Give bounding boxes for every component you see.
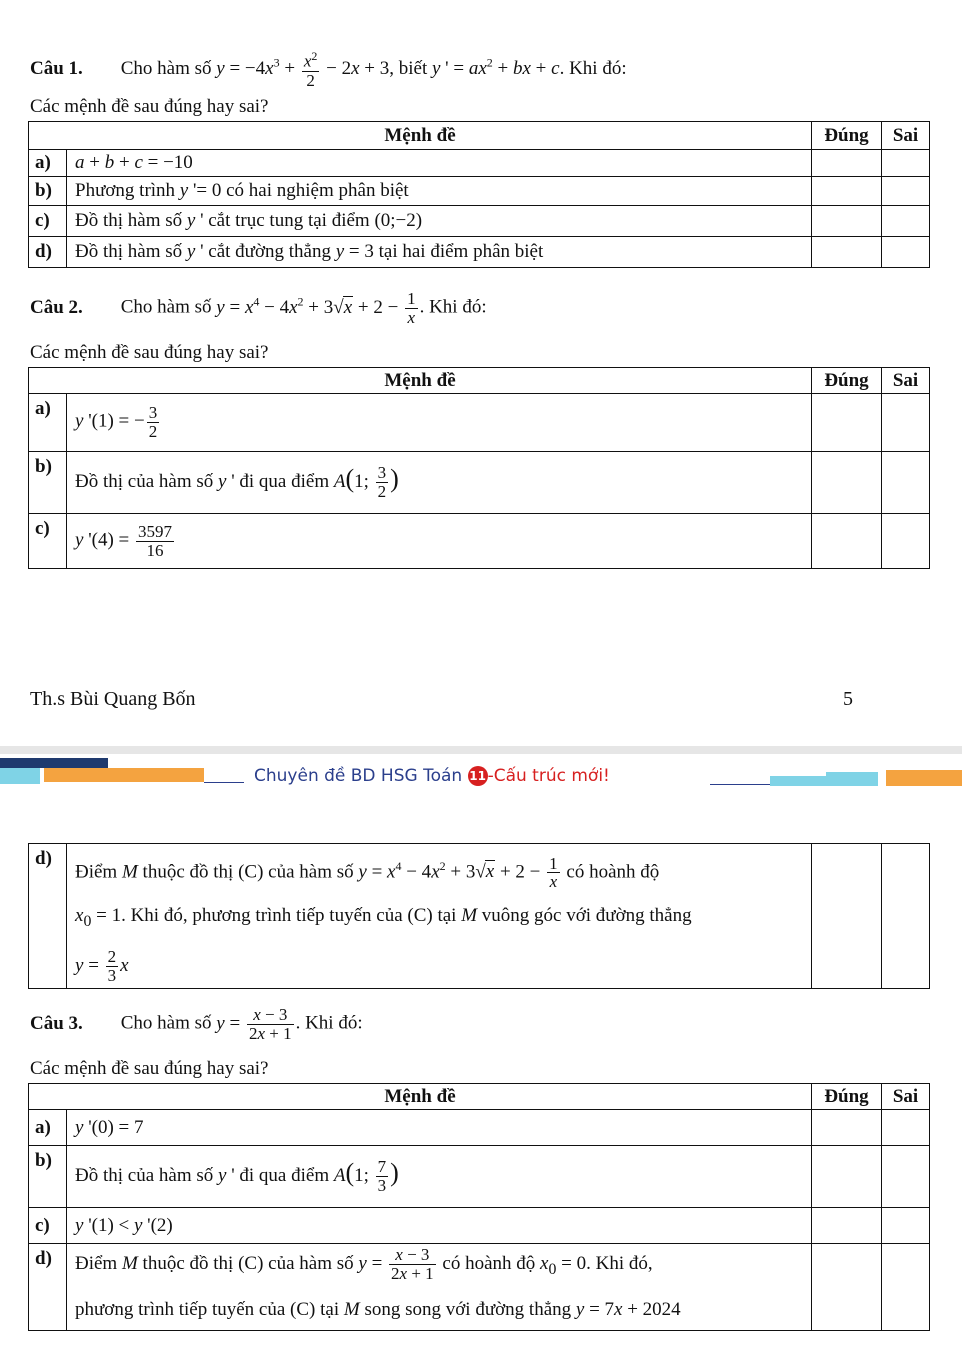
false-cell[interactable]: [882, 237, 930, 268]
table-row: [29, 1244, 930, 1331]
q3-header-statement: Mệnh đề: [29, 1084, 812, 1110]
table-row: [29, 1208, 930, 1244]
table-row: [29, 177, 930, 206]
row-label: a): [29, 394, 67, 452]
q2-end: . Khi đó:: [419, 296, 487, 318]
table-row: [29, 394, 930, 452]
q1-intro: Cho hàm số: [120, 58, 212, 80]
false-cell[interactable]: [882, 177, 930, 206]
false-cell[interactable]: [882, 514, 930, 569]
q3-row-d-text: Điểm M thuộc đồ thị (C) của hàm số y = $\frac{x - 3}{2x + 1}$ có hoành độ $x_0 = 0$. Khi đó, phương trình tiếp tuyến của (C) tại M song song với đường thẳng y = 7x + 2024: [67, 1244, 812, 1331]
q2-intro: Cho hàm số: [120, 296, 212, 318]
true-cell[interactable]: [812, 844, 882, 989]
true-cell[interactable]: [812, 206, 882, 237]
table-row: [29, 452, 930, 514]
q3-header-true: Đúng: [812, 1084, 882, 1110]
row-label: d): [29, 844, 67, 989]
q1-header-statement: Mệnh đề: [29, 122, 812, 150]
true-cell[interactable]: [812, 1146, 882, 1208]
q2-header-statement: Mệnh đề: [29, 368, 812, 394]
banner-title: Chuyên đề BD HSG Toán 11-Cấu trúc mới!: [254, 766, 610, 786]
false-cell[interactable]: [882, 1110, 930, 1146]
q3-prompt: Các mệnh đề sau đúng hay sai?: [30, 1058, 269, 1079]
row-label: a): [29, 150, 67, 177]
true-cell[interactable]: [812, 394, 882, 452]
false-cell[interactable]: [882, 452, 930, 514]
q3-fraction: $\frac{x - 3}{2x + 1}$: [248, 1005, 292, 1043]
q2-row-b-text: Đồ thị của hàm số y ' đi qua điểm A(1; $\frac{3}{2}$ ): [67, 452, 812, 514]
grade-badge: 11: [468, 766, 488, 786]
q2-row-d-text: Điểm M thuộc đồ thị (C) của hàm số $y = x^4 - 4x^2 + 3√x + 2$ − $\frac{1}{x}$ có hoành độ $x_0 = 1$. Khi đó, phương trình tiếp tuyến của (C) tại M vuông góc với đường thẳng y = $\frac{2}{3}$ x: [67, 844, 812, 989]
table-row: [29, 206, 930, 237]
true-cell[interactable]: [812, 1244, 882, 1331]
row-label: b): [29, 452, 67, 514]
q2-function: $y = x^4 - 4x^2 + 3√x + 2$ − $\frac{1}{x}$: [216, 289, 416, 327]
q1-row-a-text: a + b + c = −10: [67, 150, 812, 177]
row-label: c): [29, 1208, 67, 1244]
q3-row-c-text: y '(1) < y '(2): [67, 1208, 812, 1244]
false-cell[interactable]: [882, 844, 930, 989]
row-label: b): [29, 177, 67, 206]
false-cell[interactable]: [882, 150, 930, 177]
q1-header-true: Đúng: [812, 122, 882, 150]
q2-table: [28, 367, 930, 569]
q3-row-b-text: Đồ thị của hàm số y ' đi qua điểm A(1; $\frac{7}{3}$ ): [67, 1146, 812, 1208]
q1-row-c-text: Đồ thị hàm số y ' cắt trục tung tại điểm (0;−2): [67, 206, 812, 237]
q2-fraction: $\frac{1}{x}$: [407, 289, 416, 327]
false-cell[interactable]: [882, 206, 930, 237]
q1-end: . Khi đó:: [559, 58, 627, 80]
table-row: [29, 237, 930, 268]
footer-page-number: 5: [843, 688, 853, 710]
q3-intro: Cho hàm số: [120, 1012, 212, 1034]
q2-label: Câu 2.: [30, 296, 83, 318]
false-cell[interactable]: [882, 1146, 930, 1208]
row-label: c): [29, 514, 67, 569]
row-label: a): [29, 1110, 67, 1146]
table-row: [29, 844, 930, 989]
true-cell[interactable]: [812, 1110, 882, 1146]
true-cell[interactable]: [812, 452, 882, 514]
q1-row-b-text: Phương trình y '= 0 có hai nghiệm phân biệt: [67, 177, 812, 206]
true-cell[interactable]: [812, 514, 882, 569]
q2-row-a-text: y '(1) = − $\frac{3}{2}$: [67, 394, 812, 452]
q1-function: $y = -4x^3$ + $\frac{x^2}{2}$ − 2x + 3: [216, 49, 390, 90]
false-cell[interactable]: [882, 394, 930, 452]
q3-label: Câu 3.: [30, 1012, 83, 1034]
q1-fraction: $\frac{x^2}{2}$: [303, 49, 318, 90]
q2-table-continued: [28, 843, 930, 989]
q3-statement: [30, 1006, 363, 1043]
row-label: d): [29, 237, 67, 268]
false-cell[interactable]: [882, 1208, 930, 1244]
q3-table: [28, 1083, 930, 1331]
table-row: [29, 1146, 930, 1208]
true-cell[interactable]: [812, 1208, 882, 1244]
banner-left-decoration: [0, 758, 230, 784]
true-cell[interactable]: [812, 150, 882, 177]
q2-row-c-text: y '(4) = $\frac{3597}{16}$: [67, 514, 812, 569]
q1-table: [28, 121, 930, 268]
false-cell[interactable]: [882, 1244, 930, 1331]
q1-prompt: Các mệnh đề sau đúng hay sai?: [30, 96, 269, 117]
q3-header-false: Sai: [882, 1084, 930, 1110]
q2-header-false: Sai: [882, 368, 930, 394]
q3-row-a-text: y '(0) = 7: [67, 1110, 812, 1146]
q3-function: y = $\frac{x - 3}{2x + 1}$: [216, 1005, 292, 1043]
q1-derivative: y ' = $ax^2$ + bx + c: [431, 55, 560, 80]
table-row: [29, 1110, 930, 1146]
q1-row-d-text: Đồ thị hàm số y ' cắt đường thẳng y = 3 tại hai điểm phân biệt: [67, 237, 812, 268]
q2-header-true: Đúng: [812, 368, 882, 394]
q1-mid: , biết: [389, 58, 428, 80]
q3-end: . Khi đó:: [295, 1012, 363, 1034]
table-row: [29, 514, 930, 569]
banner-right-decoration: [710, 770, 962, 790]
true-cell[interactable]: [812, 237, 882, 268]
q1-statement: [30, 50, 627, 89]
table-row: [29, 150, 930, 177]
row-label: d): [29, 1244, 67, 1331]
q2-prompt: Các mệnh đề sau đúng hay sai?: [30, 342, 269, 363]
row-label: c): [29, 206, 67, 237]
q2-statement: [30, 290, 487, 327]
q1-header-false: Sai: [882, 122, 930, 150]
footer-author: Th.s Bùi Quang Bốn: [30, 688, 196, 710]
true-cell[interactable]: [812, 177, 882, 206]
q1-label: Câu 1.: [30, 58, 83, 80]
row-label: b): [29, 1146, 67, 1208]
page-divider: [0, 746, 962, 754]
